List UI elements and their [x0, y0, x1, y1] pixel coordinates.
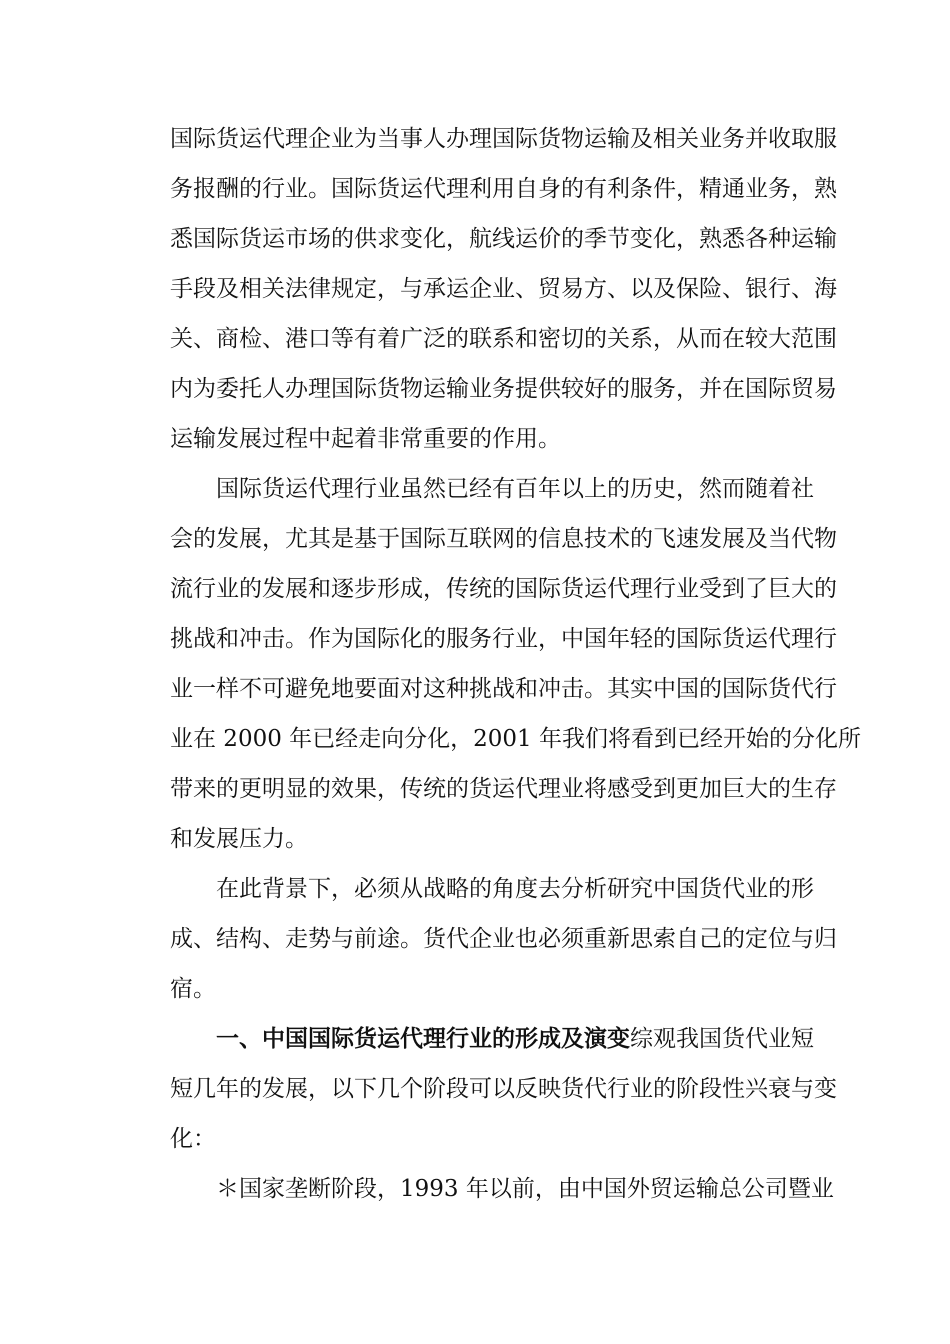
text-line: 运输发展过程中起着非常重要的作用。	[170, 426, 561, 452]
text-line: 在此背景下，必须从战略的角度去分析研究中国货代业的形	[216, 876, 814, 902]
text-line: 业在 2000 年已经走向分化，2001 年我们将看到已经开始的分化所	[170, 726, 861, 752]
text-line: 挑战和冲击。作为国际化的服务行业，中国年轻的国际货运代理行	[170, 626, 837, 652]
text-line: 成、结构、走势与前途。货代企业也必须重新思索自己的定位与归	[170, 926, 837, 952]
text-line: 带来的更明显的效果，传统的货运代理业将感受到更加巨大的生存	[170, 776, 837, 802]
section-heading-tail: 综观我国货代业短	[630, 1026, 814, 1052]
text-line: 流行业的发展和逐步形成，传统的国际货运代理行业受到了巨大的	[170, 576, 837, 602]
text-line: 会的发展，尤其是基于国际互联网的信息技术的飞速发展及当代物	[170, 526, 837, 552]
text-line: 关、商检、港口等有着广泛的联系和密切的关系，从而在较大范围	[170, 326, 837, 352]
text-line: 宿。	[170, 976, 216, 1002]
text-line: 手段及相关法律规定，与承运企业、贸易方、以及保险、银行、海	[170, 276, 837, 302]
text-line: 短几年的发展，以下几个阶段可以反映货代行业的阶段性兴衰与变	[170, 1076, 837, 1102]
text-line: 和发展压力。	[170, 826, 308, 852]
text-line: 国际货运代理企业为当事人办理国际货物运输及相关业务并收取服	[170, 126, 837, 152]
text-line: 务报酬的行业。国际货运代理利用自身的有利条件，精通业务，熟	[170, 176, 837, 202]
section-heading: 一、中国国际货运代理行业的形成及演变	[216, 1026, 630, 1052]
text-line: ＊国家垄断阶段，1993 年以前，由中国外贸运输总公司暨业	[216, 1176, 834, 1202]
text-line: 业一样不可避免地要面对这种挑战和冲击。其实中国的国际货代行	[170, 676, 837, 702]
section-heading-line	[216, 1019, 830, 1059]
text-line: 内为委托人办理国际货物运输业务提供较好的服务，并在国际贸易	[170, 376, 837, 402]
text-line: 化：	[170, 1126, 216, 1152]
text-line: 国际货运代理行业虽然已经有百年以上的历史，然而随着社	[216, 476, 814, 502]
text-line: 悉国际货运市场的供求变化，航线运价的季节变化，熟悉各种运输	[170, 226, 837, 252]
